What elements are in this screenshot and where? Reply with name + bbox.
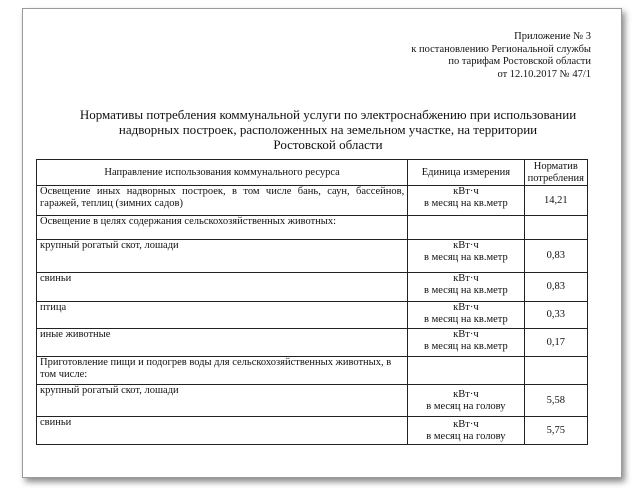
header-unit: Единица измерения xyxy=(408,160,524,186)
title-line-1: Нормативы потребления коммунальной услуги по электроснабжению при использовании xyxy=(79,107,577,122)
unit-line-1: кВт·ч xyxy=(453,186,479,197)
row-norm: 0,83 xyxy=(524,240,587,273)
appendix-date: от 12.10.2017 № 47/1 xyxy=(497,68,591,80)
appendix-agency: по тарифам Ростовской области xyxy=(448,56,591,67)
row-direction: Освещение в целях содержания сельскохозяйственных животных: xyxy=(37,216,408,240)
table-row xyxy=(37,302,588,329)
table-row xyxy=(37,216,588,240)
unit-line-2: в месяц на голову xyxy=(426,430,506,442)
row-norm: 0,83 xyxy=(524,273,587,302)
row-unit xyxy=(408,302,524,329)
document-title xyxy=(63,107,593,152)
unit-line-2: в месяц на голову xyxy=(426,400,506,412)
row-unit xyxy=(408,417,524,445)
table-row xyxy=(37,273,588,302)
row-unit xyxy=(408,357,524,385)
table-row xyxy=(37,357,588,385)
table-row xyxy=(37,240,588,273)
row-norm: 0,17 xyxy=(524,329,587,357)
row-norm xyxy=(524,357,587,385)
unit-line-2: в месяц на кв.метр xyxy=(424,314,508,325)
row-norm: 14,21 xyxy=(524,186,587,216)
row-norm: 5,75 xyxy=(524,417,587,445)
row-unit xyxy=(408,329,524,357)
row-unit xyxy=(408,186,524,216)
appendix-block xyxy=(411,31,591,81)
row-unit xyxy=(408,273,524,302)
unit-line-1: кВт·ч xyxy=(453,240,479,251)
row-direction: крупный рогатый скот, лошади xyxy=(37,240,408,273)
table-header-row xyxy=(37,160,588,186)
row-unit xyxy=(408,385,524,417)
header-norm xyxy=(524,160,587,186)
row-direction: Приготовление пищи и подогрев воды для сельскохозяйственных животных, в том числе: xyxy=(37,357,408,385)
row-direction: свиньи xyxy=(37,273,408,302)
row-norm: 0,33 xyxy=(524,302,587,329)
table-row xyxy=(37,329,588,357)
unit-line-1: кВт·ч xyxy=(453,388,479,400)
row-direction: птица xyxy=(37,302,408,329)
table-row xyxy=(37,385,588,417)
unit-line-2: в месяц на кв.метр xyxy=(424,341,508,352)
norms-table xyxy=(36,159,588,445)
header-direction: Направление использования коммунального ресурса xyxy=(37,160,408,186)
unit-line-2: в месяц на кв.метр xyxy=(424,252,508,263)
appendix-number: Приложение № 3 xyxy=(514,31,591,42)
row-unit xyxy=(408,240,524,273)
unit-line-2: в месяц на кв.метр xyxy=(424,198,508,209)
table-row xyxy=(37,186,588,216)
row-direction: свиньи xyxy=(37,417,408,445)
row-direction: крупный рогатый скот, лошади xyxy=(37,385,408,417)
unit-line-1: кВт·ч xyxy=(453,418,479,430)
title-line-2: надворных построек, расположенных на земельном участке, на территории xyxy=(118,122,538,137)
row-direction: Освещение иных надворных построек, в том числе бань, саун, бассейнов, гаражей, теплиц (зимних садов) xyxy=(37,186,408,216)
row-unit xyxy=(408,216,524,240)
unit-line-1: кВт·ч xyxy=(453,273,479,284)
title-line-3: Ростовской области xyxy=(273,137,383,152)
row-norm: 5,58 xyxy=(524,385,587,417)
header-norm-line-2: потребления xyxy=(527,172,584,184)
table-row xyxy=(37,417,588,445)
unit-line-2: в месяц на кв.метр xyxy=(424,285,508,296)
row-direction: иные животные xyxy=(37,329,408,357)
header-norm-line-1: Норматив xyxy=(533,160,578,172)
unit-line-1: кВт·ч xyxy=(453,302,479,313)
unit-line-1: кВт·ч xyxy=(453,329,479,340)
appendix-resolution: к постановлению Региональной службы xyxy=(411,43,591,55)
row-norm xyxy=(524,216,587,240)
